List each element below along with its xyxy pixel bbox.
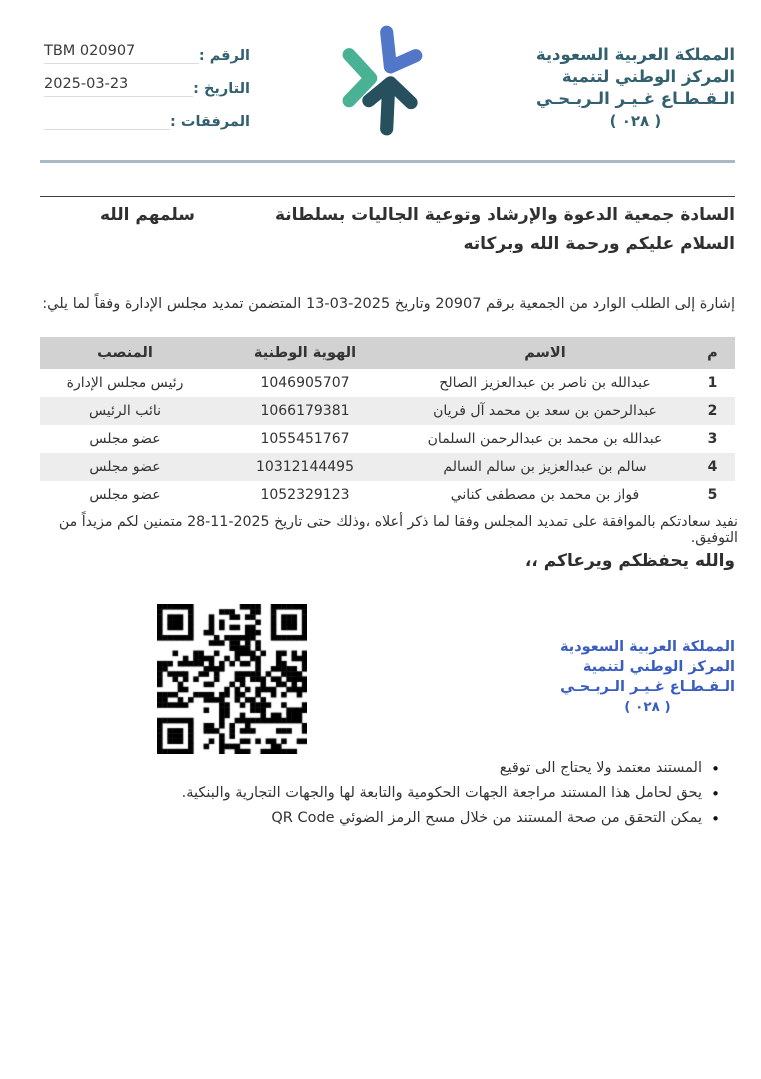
member-name: عبدالله بن ناصر بن عبدالعزيز الصالح — [439, 375, 651, 391]
member-national-id: 1055451767 — [260, 431, 350, 447]
member-name: عبدالله بن محمد بن عبدالرحمن السلمان — [427, 431, 663, 447]
greeting: السلام عليكم ورحمة الله وبركاته — [463, 234, 735, 254]
closing-line: والله يحفظكم ويرعاكم ،، — [524, 551, 735, 571]
salutation-row — [40, 205, 735, 225]
stamp-line-sector: الـقـطـاع غـيـر الـربـحـي — [560, 679, 735, 695]
header-position: المنصب — [40, 337, 210, 369]
addressee: السادة جمعية الدعوة والإرشاد وتوعية الجاليات بسلطانة — [274, 205, 735, 225]
header-index: م — [690, 337, 735, 369]
org-line-country: المملكة العربية السعودية — [535, 45, 735, 64]
member-name: فواز بن محمد بن مصطفى كناني — [450, 487, 640, 503]
table-head — [40, 337, 735, 369]
date-value: 2025-03-23 — [44, 76, 193, 97]
salutation-rule — [40, 196, 735, 197]
member-name: عبدالرحمن بن سعد بن محمد آل فريان — [400, 397, 690, 425]
org-stamp — [560, 637, 735, 717]
member-national-id: 1046905707 — [260, 375, 350, 391]
ref-number-row — [36, 40, 254, 64]
member-index: 1 — [707, 375, 718, 391]
footer-bullets — [40, 760, 720, 835]
member-national-id: 1052329123 — [260, 487, 350, 503]
qr-code — [157, 604, 307, 754]
ncnp-logo-icon — [336, 22, 458, 140]
table-header-row — [40, 337, 735, 369]
salutation-block — [40, 205, 735, 254]
member-index: 5 — [707, 487, 718, 503]
footer-bullet: • يحق لحامل هذا المستند مراجعة الجهات الحكومية والتابعة لها والجهات التجارية والبنكية. — [40, 785, 720, 801]
intro-paragraph: إشارة إلى الطلب الوارد من الجمعية برقم 20907 وتاريخ 2025-03-13 المتضمن تمديد مجلس الإدارة وفقاً لما يلي: — [42, 296, 735, 312]
member-name: سالم بن عبدالعزيز بن سالم السالم — [400, 453, 690, 481]
table-row — [40, 481, 735, 509]
member-national-id: 10312144495 — [210, 453, 400, 481]
honorific: سلمهم الله — [100, 205, 195, 225]
member-position: رئيس مجلس الإدارة — [66, 375, 184, 391]
org-line-number: ( ٠٢٨ ) — [609, 112, 662, 130]
org-line-center: المركز الوطني لتنمية — [561, 67, 735, 86]
ref-number-value: TBM 020907 — [44, 43, 199, 64]
member-position: عضو مجلس — [89, 431, 161, 447]
attachments-label: المرفقات : — [170, 114, 250, 130]
date-label: التاريخ : — [193, 81, 250, 97]
member-position: عضو مجلس — [89, 487, 161, 503]
table-row — [40, 369, 735, 397]
footer-bullet: • يمكن التحقق من صحة المستند من خلال مسح الرمز الضوئي QR Code — [40, 810, 720, 826]
ref-number-label: الرقم : — [198, 48, 250, 64]
attachments-value — [44, 109, 170, 130]
date-row — [36, 73, 254, 97]
footer-bullet: • المستند معتمد ولا يحتاج الى توقيع — [40, 760, 720, 776]
member-position: عضو مجلس — [40, 453, 210, 481]
header-divider — [40, 160, 735, 163]
org-header — [536, 44, 735, 132]
member-index: 4 — [690, 453, 735, 481]
header-national-id: الهوية الوطنية — [210, 337, 400, 369]
org-line-sector: الـقـطـاع غـيـر الـربـحـي — [535, 89, 735, 108]
approval-paragraph: نفيد سعادتكم بالموافقة على تمديد المجلس وفقا لما ذكر أعلاه ،وذلك حتى تاريخ 2025-11-28 متمنين لكم مزيداً من التوفيق. — [58, 514, 738, 546]
board-members-table — [40, 337, 735, 509]
member-table-body — [40, 369, 735, 509]
stamp-line-country: المملكة العربية السعودية — [560, 639, 735, 655]
attachments-row — [36, 106, 254, 130]
stamp-line-center: المركز الوطني لتنمية — [582, 659, 735, 675]
stamp-line-number: ( ٠٢٨ ) — [624, 699, 671, 715]
table-row — [40, 397, 735, 425]
member-position: نائب الرئيس — [40, 397, 210, 425]
member-index: 3 — [707, 431, 718, 447]
table-row — [40, 425, 735, 453]
member-national-id: 1066179381 — [210, 397, 400, 425]
header-name: الاسم — [400, 337, 690, 369]
table-row — [40, 453, 735, 481]
document-meta — [36, 40, 254, 139]
member-index: 2 — [690, 397, 735, 425]
